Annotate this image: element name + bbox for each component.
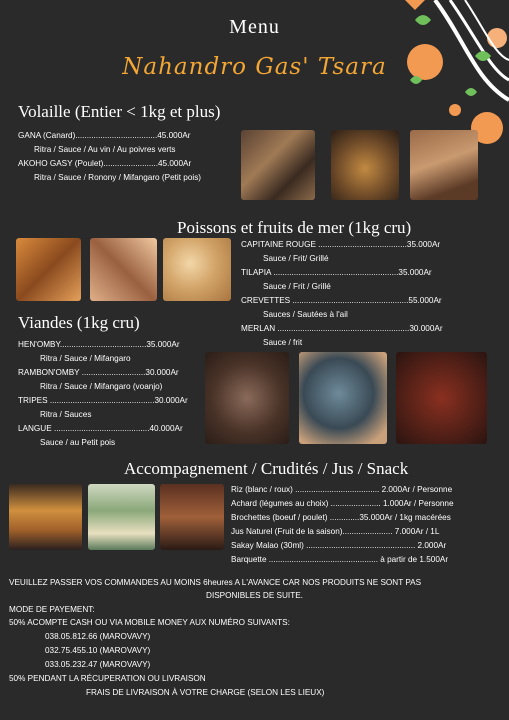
menu-item-merlan-options: Sauce / frit [263,338,303,347]
menu-item-gana-options: Ritra / Sauce / Au vin / Au poivres verts [34,145,176,154]
phone-number: 033.05.232.47 (MAROVAVY) [45,660,151,669]
shrimp-photo [163,238,231,301]
chicken-photo [331,130,399,200]
accompagnement-achard: Achard (légumes au choix) ...................... 1.000Ar / Personne [231,499,454,508]
menu-item-akoho-gasy-options: Ritra / Sauce / Ronony / Mifangaro (Petit pois) [34,173,202,182]
accompagnement-riz: Riz (blanc / roux) ..................................... 2.000Ar / Personne [231,485,453,494]
menu-item-crevettes-options: Sauces / Sautées à l'ail [263,310,348,319]
menu-item-crevettes: CREVETTES ...................................................55.000Ar [241,296,442,305]
phone-number: 032.75.455.10 (MAROVAVY) [45,646,151,655]
beef-photo [205,352,289,444]
payment-reception: 50% PENDANT LA RÉCUPERATION OU LIVRAISON [9,674,206,683]
menu-item-langue: LANGUE ..........................................40.000Ar [18,424,183,433]
menu-item-rambonomby-options: Ritra / Sauce / Mifangaro (voanjo) [40,382,163,391]
accompagnement-brochettes: Brochettes (boeuf / poulet) .............35.000Ar / 1kg macérées [231,513,451,522]
menu-item-henomby: HEN'OMBY......................................35.000Ar [18,340,180,349]
menu-item-tilapia-options: Sauce / Frit / Grillé [263,282,331,291]
section-heading-volaille: Volaille (Entier < 1kg et plus) [18,102,221,121]
menu-item-tripes: TRIPES ..............................................30.000Ar [18,396,188,405]
juice-photo [88,484,155,550]
accompagnement-barquette: Barquette ................................................ à partir de 1.500Ar [231,555,449,564]
fried-fish-photo [90,238,157,301]
order-notice-continued: DISPONIBLES DE SUITE. [206,591,303,600]
payment-title: MODE DE PAYEMENT: [9,605,95,614]
menu-item-gana: GANA (Canard)....................................45.000Ar [18,131,191,140]
accompagnement-sakay: Sakay Malao (30ml) ................................................ 2.000Ar [231,541,447,550]
order-notice: VEUILLEZ PASSER VOS COMMANDES AU MOINS 6heures A L'AVANCE CAR NOS PRODUITS NE SONT PAS [9,578,422,587]
menu-item-capitaine-rouge: CAPITAINE ROUGE .......................................35.000Ar [241,240,441,249]
section-heading-poissons: Poissons et fruits de mer (1kg cru) [177,218,412,237]
menu-item-merlan: MERLAN ..........................................................30.000Ar [241,324,443,333]
tongue-photo [396,352,487,444]
delivery-fees: FRAIS DE LIVRAISON À VOTRE CHARGE (SELON LES LIEUX) [86,688,325,697]
section-heading-viandes: Viandes (1kg cru) [18,313,140,332]
duck-photo [241,130,315,200]
phone-number: 038.05.812.66 (MAROVAVY) [45,632,151,641]
menu-item-tilapia: TILAPIA .......................................................35.000Ar [241,268,432,277]
menu-item-langue-options: Sauce / au Petit pois [40,438,116,447]
menu-item-tripes-options: Ritra / Sauces [40,410,92,419]
tripes-photo [299,352,387,444]
menu-item-akoho-gasy: AKOHO GASY (Poulet)........................45.000Ar [18,159,192,168]
accompagnement-jus: Jus Naturel (Fruit de la saison)...................... 7.000Ar / 1L [231,527,440,536]
skewers-photo [9,484,82,550]
restaurant-brand: Nahandro Gas' Tsara [122,54,387,80]
menu-item-henomby-options: Ritra / Sauce / Mifangaro [40,354,131,363]
payment-acompte: 50% ACOMPTE CASH OU VIA MOBILE MONEY AUX NUMÉRO SUIVANTS: [9,618,290,627]
menu-item-capitaine-rouge-options: Sauce / Frit/ Grillé [263,254,329,263]
fish-photo [16,238,81,301]
menu-item-rambonomby: RAMBON'OMBY ............................30.000Ar [18,368,179,377]
grill-photo [160,484,224,550]
section-heading-accompagnement: Accompagnement / Crudités / Jus / Snack [124,459,409,478]
chicken-dish-photo [410,130,478,200]
menu-title: Menu [229,16,280,38]
